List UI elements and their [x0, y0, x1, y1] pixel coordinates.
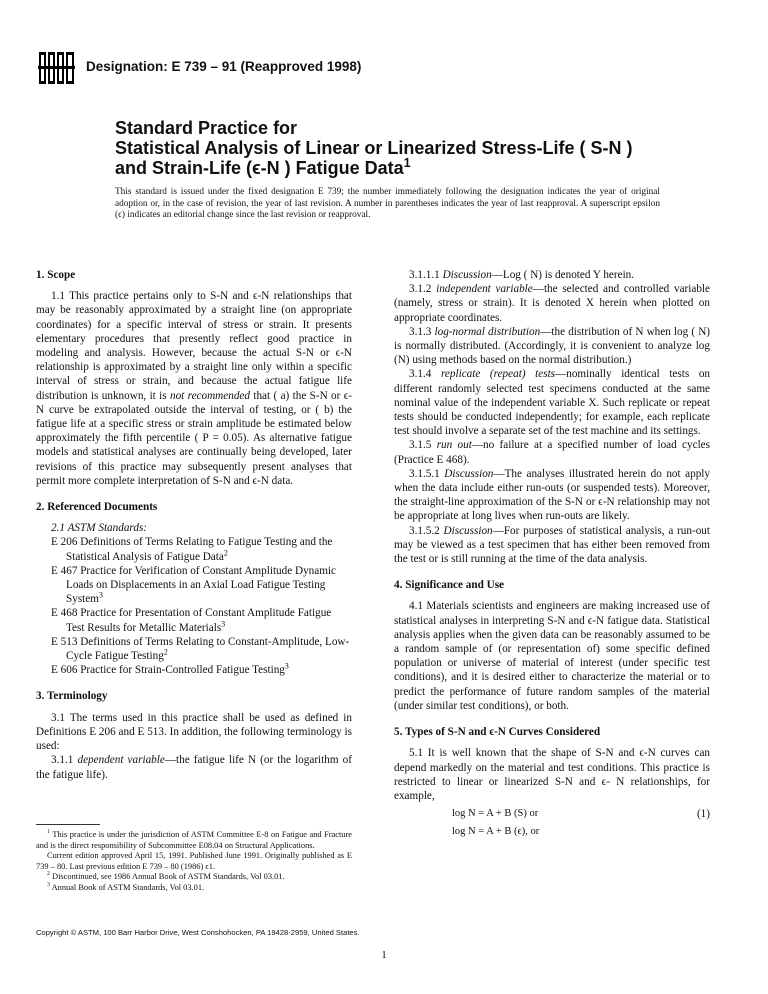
right-column — [394, 268, 710, 842]
equation-number: (1) — [696, 808, 710, 821]
section-heading-curve-types: 5. Types of S-N and ϵ-N Curves Considered — [394, 726, 601, 739]
copyright-notice: Copyright © ASTM, 100 Barr Harbor Drive, West Conshohocken, PA 19428-2959, United States. — [36, 928, 360, 937]
paragraph-4-1: 4.1 Materials scientists and engineers are making increased use of statistical analyses in interpreting S-N and ϵ-N fatigue data. Statistical analysis applies when the given data can be reasonably assumed to be a random sample of (or representation of) some specific defined population or universe of material of interest (under specific test conditions), and it is desired either to characterize the material or to predict the performance of future random samples of the material (under similar test conditions), or both. — [394, 600, 710, 712]
title-line-2: Statistical Analysis of Linear or Linearized Stress-Life ( S-N ) — [115, 138, 633, 158]
paragraph-5-1: 5.1 It is well known that the shape of S-N and ϵ-N curves can depend markedly on the material and test conditions. This practice is restricted to linear or linearized S-N and ϵ- N relationships, for example, — [394, 747, 710, 802]
section-heading-significance: 4. Significance and Use — [394, 579, 505, 592]
reference-item: E 467 Practice for Verification of Constant Amplitude Dynamic Loads on Displacements in an Axial Load Fatigue Testing System$^3$ — [51, 564, 337, 606]
section-heading-terminology: 3. Terminology — [36, 690, 108, 703]
paragraph-3-1-4: 3.1.4 replicate (repeat) tests—nominally identical tests on different randomly selected test specimens conducted at the same nominal value of the independent variable X. Such replicate or repeat tests should be conducted independently; for example, each replicate test should involve a separate set of the test machine and its settings. — [394, 368, 711, 438]
title-footnote-mark: 1 — [403, 156, 411, 170]
reference-item: E 206 Definitions of Terms Relating to Fatigue Testing and the Statistical Analysis of Fatigue Data$^2$ — [51, 536, 333, 563]
designation: Designation: E 739 – 91 (Reapproved 1998) — [86, 59, 362, 74]
reference-item: E 468 Practice for Presentation of Constant Amplitude Fatigue Test Results for Metallic Materials$^3$ — [51, 607, 332, 634]
paragraph-3-1: 3.1 The terms used in this practice shall be used as defined in Definitions E 206 and E 513. In addition, the following terminology is used: — [36, 711, 352, 753]
footnote-divider — [36, 824, 100, 825]
paragraph-3-1-1: 3.1.1 dependent variable—the fatigue life N (or the logarithm of the fatigue life). — [36, 754, 352, 781]
reference-item: E 513 Definitions of Terms Relating to Constant-Amplitude, Low-Cycle Fatigue Testing$^2$ — [51, 635, 350, 663]
paragraph-3-1-1-1: 3.1.1.1 Discussion—Log ( N) is denoted Y herein. — [409, 269, 635, 281]
title-line-1: Standard Practice for — [115, 118, 298, 138]
title-line-3: and Strain-Life (ϵ-N ) Fatigue Data$^1$ — [115, 156, 411, 178]
footnotes — [36, 830, 352, 893]
reference-item: E 606 Practice for Strain-Controlled Fatigue Testing$^3$ — [51, 661, 289, 677]
paragraph-3-1-5-2: 3.1.5.2 Discussion—For purposes of statistical analysis, a run-out may be viewed as a test specimen that has either been removed from the test or is still running at the time of the data analysis. — [394, 524, 710, 566]
page-number: 1 — [381, 949, 387, 961]
standard-notice: This standard is issued under the fixed designation E 739; the number immediately following the designation indicates the year of original adoption or, in the case of revision, the year of last revision. A number in parentheses indicates the year of last reapproval. A superscript epsilon (ϵ) indicates an editorial change since the last revision or reapproval. — [115, 187, 660, 221]
paragraph-3-1-2: 3.1.2 independent variable—the selected and controlled variable (namely, stress or strain). It is denoted X herein when plotted on appropriate coordinates. — [394, 283, 711, 324]
footnote: Current edition approved April 15, 1991. Published June 1991. Originally published as E 739 – 80. Last previous edition E 739 – 80 (1986) ϵ1. — [36, 851, 352, 871]
footnote: $^2$ Discontinued, see 1986 Annual Book of ASTM Standards, Vol 03.01. — [47, 871, 285, 881]
footnote: $^1$ This practice is under the jurisdiction of ASTM Committee E-8 on Fatigue and Fracture and is the direct responsibility of Subcommittee E08.04 on Structural Applications. — [36, 829, 352, 850]
section-heading-referenced-documents: 2. Referenced Documents — [36, 501, 158, 514]
section-heading-scope: 1. Scope — [36, 269, 76, 281]
equation-1: log N = A + B (S) or (1) — [452, 808, 710, 821]
paragraph-1-1: 1.1 This practice pertains only to S-N and ϵ-N relationships that may be reasonably approximated by a straight line (on appropriate coordinates) for a specific interval of stress or strain. It presents elementary procedures that presently reflect good practice in modeling and analysis. However, because the actual S-N or ϵ-N relationship is approximated by a straight line only within a specific interval of stress or strain, and because the actual fatigue life distribution is unknown, it is not recommended that ( a) the S-N or ϵ-N curve be extrapolated outside the interval of testing, or ( b) the fatigue life at a specific stress or strain amplitude be estimated below approximately the fifth percentile ( P = 0.05). As alternative fatigue models and statistical analyses are continually being developed, later revisions of this practice may subsequently present analyses that permit more complete interpretation of S-N and ϵ-N data. — [36, 290, 352, 487]
footnote: $^3$ Annual Book of ASTM Standards, Vol 03.01. — [47, 881, 205, 892]
paragraph-3-1-3: 3.1.3 log-normal distribution—the distribution of N when log ( N) is normally distributed. (Accordingly, it is convenient to analyze log (N) using methods based on the normal distribution.) — [394, 325, 711, 367]
title-block — [115, 118, 675, 178]
astm-logo-icon — [38, 49, 76, 87]
equation-1-alt: log N = A + B (ϵ), or — [452, 826, 540, 838]
left-column — [36, 268, 352, 782]
paragraph-3-1-5-1: 3.1.5.1 Discussion—The analyses illustrated herein do not apply when the data include either run-outs (or suspended tests). Moreover, the straight-line approximation of the S-N or ϵ-N relationship may not be appropriate at long lives when run-outs are likely. — [394, 467, 710, 523]
paragraph-3-1-5: 3.1.5 run out—no failure at a specified number of load cycles (Practice E 468). — [394, 439, 711, 466]
reference-list — [36, 521, 352, 677]
reference-subheading: 2.1 ASTM Standards: — [51, 522, 148, 535]
